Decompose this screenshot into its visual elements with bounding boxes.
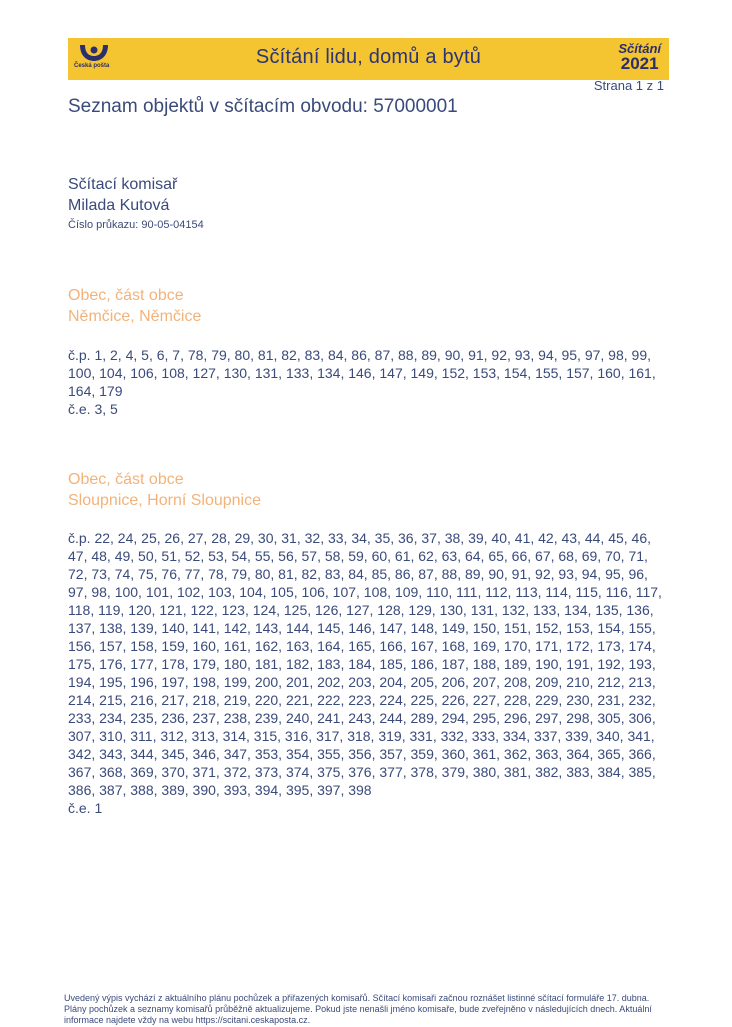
house-numbers-cp: č.p. 22, 24, 25, 26, 27, 28, 29, 30, 31, 32, 33, 34, 35, 36, 37, 38, 39, 40, 41, 42, 43, 44, 45, 46, 47, 48, 49, 50, 51, 52, 53, 54, 55, 56, 57, 58, 59, 60, 61, 62, 63, 64, 65, 66, 67, 68, 69, 70, 71, 72, 73, 74, 75, 76, 77, 78, 79, 80, 81, 82, 83, 84, 85, 86, 87, 88, 89, 90, 91, 92, 93, 94, 95, 96, 97, 98, 100, 101, 102, 103, 104, 105, 106, 107, 108, 109, 110, 111, 112, 113, 114, 115, 116, 117, 118, 119, 120, 121, 122, 123, 124, 125, 126, 127, 128, 129, 130, 131, 132, 133, 134, 135, 136, 137, 138, 139, 140, 141, 142, 143, 144, 145, 146, 147, 148, 149, 150, 151, 152, 153, 154, 155, 156, 157, 158, 159, 160, 161, 162, 163, 164, 165, 166, 167, 168, 169, 170, 171, 172, 173, 174, 175, 176, 177, 178, 179, 180, 181, 182, 183, 184, 185, 186, 187, 188, 189, 190, 191, 192, 193, 194, 195, 196, 197, 198, 199, 200, 201, 202, 203, 204, 205, 206, 207, 208, 209, 210, 212, 213, 214, 215, 216, 217, 218, 219, 220, 221, 222, 223, 224, 225, 226, 227, 228, 229, 230, 231, 232, 233, 234, 235, 236, 237, 238, 239, 240, 241, 243, 244, 289, 294, 295, 296, 297, 298, 305, 306, 307, 310, 311, 312, 313, 314, 315, 316, 317, 318, 319, 331, 332, 333, 334, 337, 339, 340, 341, 342, 343, 344, 345, 346, 347, 353, 354, 355, 356, 357, 359, 360, 361, 362, 363, 364, 365, 366, 367, 368, 369, 370, 371, 372, 373, 374, 375, 376, 377, 378, 379, 380, 381, 382, 383, 384, 385, 386, 387, 388, 389, 390, 393, 394, 395, 397, 398 bbox=[68, 530, 662, 798]
area-heading bbox=[68, 469, 261, 511]
area-objects bbox=[68, 529, 668, 817]
area-heading bbox=[68, 285, 201, 327]
logo-text: Česká pošta bbox=[74, 63, 110, 69]
area-name: Němčice, Němčice bbox=[68, 308, 202, 325]
area-name: Sloupnice, Horní Sloupnice bbox=[68, 492, 262, 509]
commissioner-block bbox=[68, 174, 204, 231]
census-word: Sčítání bbox=[618, 41, 661, 56]
page-number: Strana 1 z 1 bbox=[593, 78, 664, 93]
house-numbers-cp: č.p. 1, 2, 4, 5, 6, 7, 78, 79, 80, 81, 82, 83, 84, 86, 87, 88, 89, 90, 91, 92, 93, 94, 95, 97, 98, 99, 100, 104, 106, 108, 127, 130, 131, 133, 134, 146, 147, 149, 152, 153, 154, 155, 157, 160, 161, 164, 179 bbox=[68, 347, 656, 399]
footer-note: Uvedený výpis vychází z aktuálního plánu pochůzek a přiřazených komisařů. Sčítací komisaři začnou roznášet listinné sčítací formuláře 17. dubna. Plány pochůzek a seznamy komisařů průběžně aktualizujeme. Pokud jste nenašli jméno komisaře, bude zveřejněno v následujících dnech. Aktuální informace najdete vždy na webu https://scitani.ceskaposta.cz. bbox=[64, 993, 652, 1025]
document-title: Seznam objektů v sčítacím obvodu: 57000001 bbox=[68, 96, 458, 117]
area-label: Obec, část obce bbox=[68, 287, 184, 304]
area-objects bbox=[68, 346, 668, 418]
house-numbers-ce: č.e. 1 bbox=[68, 800, 103, 816]
banner-title: Sčítání lidu, domů a bytů bbox=[255, 46, 482, 68]
census-year: 2021 bbox=[620, 54, 659, 73]
commissioner-name: Milada Kutová bbox=[68, 197, 170, 214]
commissioner-id: Číslo průkazu: 90-05-04154 bbox=[68, 219, 204, 231]
area-label: Obec, část obce bbox=[68, 471, 184, 488]
header-banner bbox=[68, 38, 669, 80]
commissioner-heading: Sčítací komisař bbox=[68, 176, 178, 193]
house-numbers-ce: č.e. 3, 5 bbox=[68, 401, 118, 417]
census-logo bbox=[618, 42, 661, 72]
